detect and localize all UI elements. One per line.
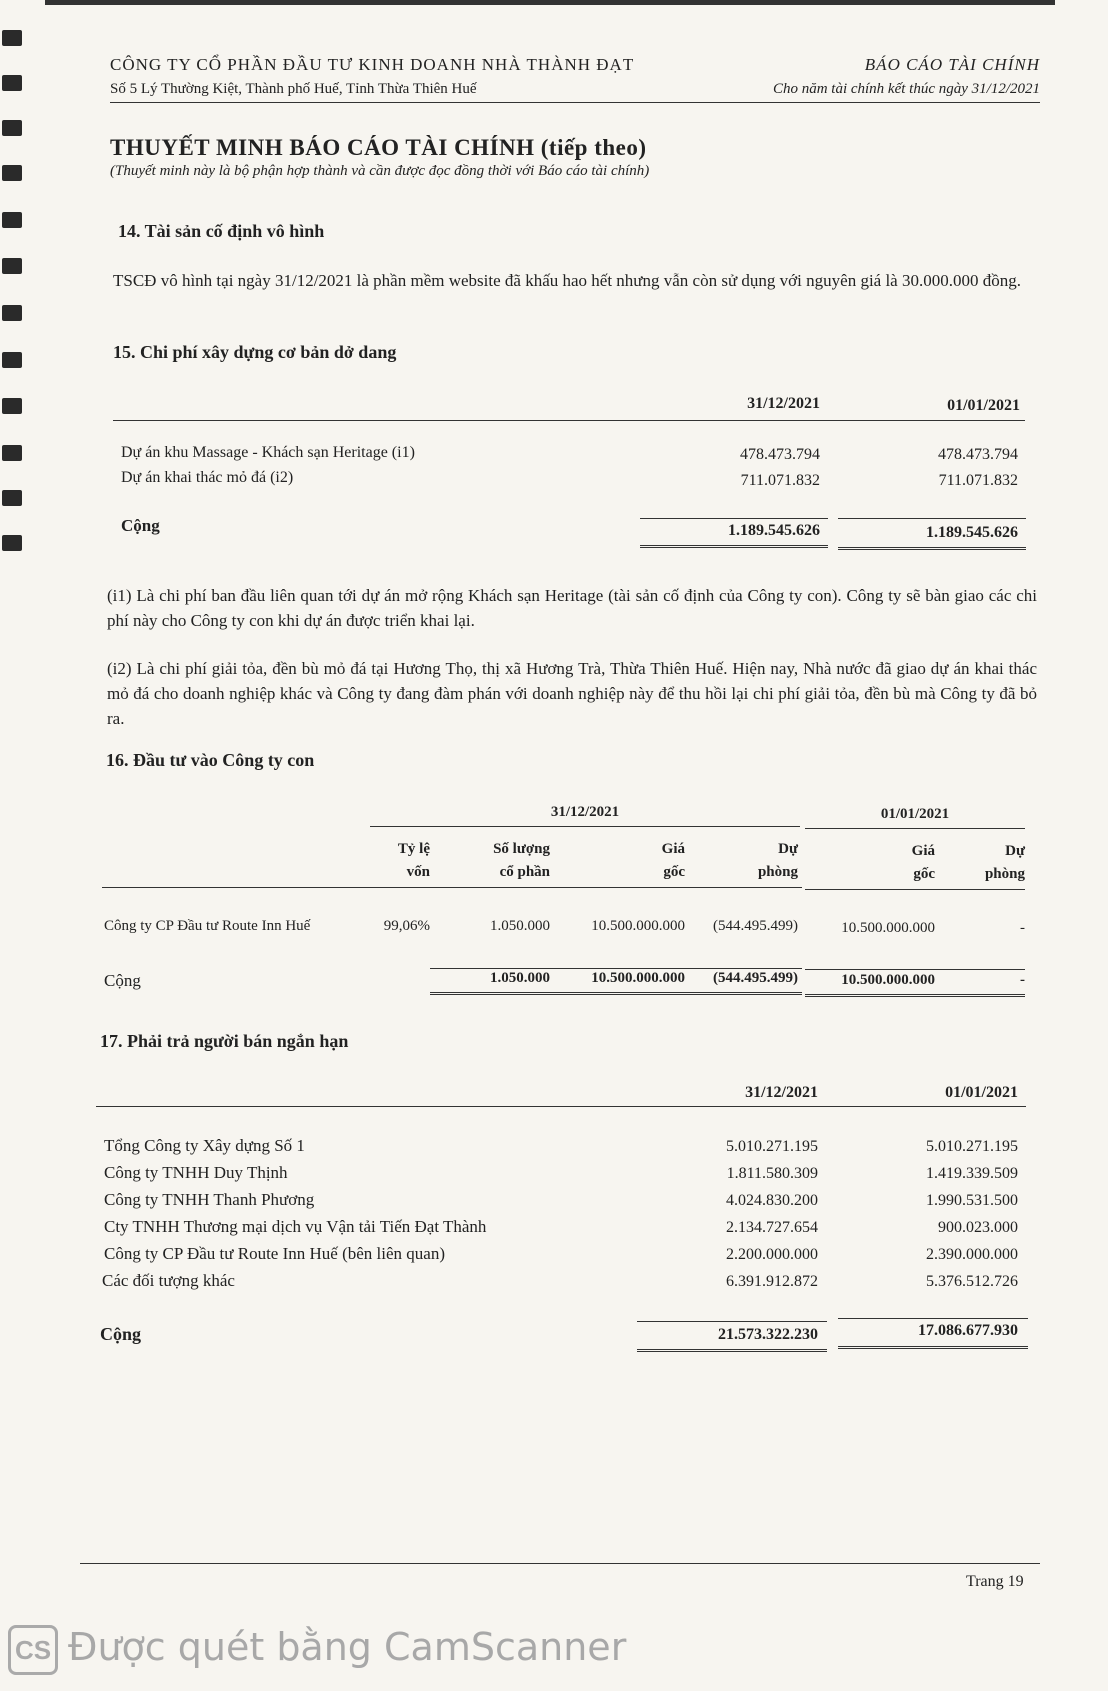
s17-row-4-label: Cty TNHH Thương mại dịch vụ Vận tải Tiến Đạt Thành	[104, 1217, 487, 1236]
footer-rule	[80, 1563, 1040, 1564]
section-15-heading: 15. Chi phí xây dựng cơ bản dở dang	[113, 342, 397, 362]
header-rule	[110, 102, 1040, 103]
s16-h-soluong-2: cổ phần	[499, 864, 550, 880]
s15-header-rule	[113, 420, 1025, 421]
s17-row-6-label: Các đối tượng khác	[102, 1271, 235, 1290]
s15-row-1-label: Dự án khu Massage - Khách sạn Heritage (i1)	[121, 444, 415, 461]
s17-header-rule	[96, 1106, 1026, 1107]
s16-h-duphong-1: Dự	[778, 841, 798, 857]
binding-holes	[0, 0, 26, 1691]
s16-header-rule-2	[805, 889, 1025, 890]
s16-h-giagoc2-1: Giá	[911, 843, 935, 859]
s16-h-duphong	[720, 838, 798, 884]
s16-h-duphong2-2: phòng	[984, 866, 1025, 882]
s16-h-giagoc2-2: gốc	[913, 866, 935, 882]
s16-row-giagoc: 10.500.000.000	[591, 918, 685, 934]
s16-row-tyle: 99,06%	[383, 918, 430, 934]
s16-row-label: Công ty CP Đầu tư Route Inn Huế	[104, 918, 311, 934]
s17-col1-header: 31/12/2021	[745, 1084, 818, 1101]
s15-total-label: Cộng	[121, 516, 160, 535]
s16-group1-header: 31/12/2021	[550, 804, 620, 820]
s17-total-rule-1	[637, 1321, 827, 1322]
s15-row-2-v2: 711.071.832	[938, 472, 1018, 489]
s15-total-double-1	[640, 545, 828, 548]
s17-row-5-label: Công ty CP Đầu tư Route Inn Huế (bên liên quan)	[104, 1244, 445, 1263]
s16-row-duphong: (544.495.499)	[713, 918, 798, 934]
s17-total-label: Cộng	[100, 1324, 142, 1344]
header-row-2	[110, 81, 1040, 98]
s17-total-double-1	[637, 1349, 827, 1352]
camscanner-logo-icon: CS	[8, 1625, 58, 1675]
s15-row-2-label: Dự án khai thác mỏ đá (i2)	[121, 469, 294, 486]
s16-group1-rule	[370, 826, 800, 827]
s17-row-6-v2: 5.376.512.726	[926, 1273, 1018, 1290]
s16-total-giagoc2: 10.500.000.000	[841, 972, 935, 988]
s16-group2-header: 01/01/2021	[880, 806, 950, 822]
s17-row-2-v2: 1.419.339.509	[926, 1165, 1018, 1182]
s17-row-4-v1: 2.134.727.654	[726, 1219, 818, 1236]
section-16-heading: 16. Đầu tư vào Công ty con	[106, 750, 315, 770]
s16-total-rule-2	[805, 969, 1025, 970]
s17-row-5-v2: 2.390.000.000	[926, 1246, 1018, 1263]
s16-total-label: Cộng	[104, 971, 141, 990]
s15-row-2-v1: 711.071.832	[740, 472, 820, 489]
s16-row-giagoc2: 10.500.000.000	[841, 920, 935, 936]
s16-h-duphong2-1: Dự	[1005, 843, 1025, 859]
s16-group2-rule	[805, 828, 1025, 829]
s15-col2-header: 01/01/2021	[947, 397, 1020, 414]
s17-total-1: 21.573.322.230	[718, 1326, 818, 1343]
s16-h-tyle-2: vốn	[406, 864, 430, 880]
s17-row-4-v2: 900.023.000	[938, 1219, 1018, 1236]
s16-h-giagoc2	[850, 840, 935, 886]
s15-note-2: (i2) Là chi phí giải tỏa, đền bù mỏ đá tại Hương Thọ, thị xã Hương Trà, Thừa Thiên Huế. Hiện nay, Nhà nước đã giao dự án khai thác mỏ đá cho doanh nghiệp khác và Công ty đang đàm phán với doanh nghiệp này để thu hồi lại chi phí giải tỏa, đền bù mà Công ty đã bỏ ra.	[107, 659, 1037, 728]
s15-col1-header: 31/12/2021	[747, 395, 820, 412]
company-address: Số 5 Lý Thường Kiệt, Thành phố Huế, Tỉnh Thừa Thiên Huế	[110, 81, 477, 97]
company-name: CÔNG TY CỔ PHẦN ĐẦU TƯ KINH DOANH NHÀ THÀNH ĐẠT	[110, 55, 635, 74]
top-edge	[45, 0, 1055, 5]
s17-row-1-label: Tổng Công ty Xây dựng Số 1	[104, 1136, 305, 1155]
page-title: THUYẾT MINH BÁO CÁO TÀI CHÍNH (tiếp theo)	[110, 135, 647, 160]
s17-total-rule-2	[838, 1318, 1028, 1319]
document-page	[110, 55, 1040, 180]
s16-total-double-2	[805, 994, 1025, 997]
s17-row-1-v2: 5.010.271.195	[926, 1138, 1018, 1155]
s16-total-duphong2: -	[1020, 972, 1025, 988]
report-name: BÁO CÁO TÀI CHÍNH	[864, 55, 1040, 74]
s15-total-double-2	[838, 547, 1026, 550]
section-17-heading: 17. Phải trả người bán ngắn hạn	[100, 1031, 349, 1051]
s17-total-double-2	[838, 1346, 1028, 1349]
s17-row-1-v1: 5.010.271.195	[726, 1138, 818, 1155]
s17-row-2-label: Công ty TNHH Duy Thịnh	[104, 1163, 288, 1182]
s16-h-duphong2	[955, 840, 1025, 886]
s16-row-duphong2: -	[1020, 920, 1025, 936]
s16-h-tyle-1: Tỷ lệ	[397, 841, 430, 857]
s15-note-1: (i1) Là chi phí ban đầu liên quan tới dự án mở rộng Khách sạn Heritage (tài sản cố định của Công ty con). Công ty sẽ bàn giao các chi phí này cho Công ty con khi dự án được triển khai lại.	[107, 586, 1037, 630]
s15-total-rule-2	[838, 518, 1026, 519]
s16-header-rule-1	[102, 887, 802, 888]
s17-row-6-v1: 6.391.912.872	[726, 1273, 818, 1290]
camscanner-watermark: Được quét bằng CamScanner	[68, 1625, 627, 1669]
s17-row-5-v1: 2.200.000.000	[726, 1246, 818, 1263]
s16-h-duphong-2: phòng	[757, 864, 798, 880]
s17-row-2-v1: 1.811.580.309	[726, 1165, 818, 1182]
s15-row-1-v2: 478.473.794	[938, 446, 1018, 463]
s16-total-giagoc: 10.500.000.000	[591, 970, 685, 986]
s16-h-giagoc	[600, 838, 685, 884]
s17-row-3-v2: 1.990.531.500	[926, 1192, 1018, 1209]
s16-total-soluong: 1.050.000	[490, 970, 550, 986]
report-period: Cho năm tài chính kết thúc ngày 31/12/2021	[772, 81, 1040, 97]
s15-total-2: 1.189.545.626	[926, 524, 1018, 541]
s16-total-rule-1	[430, 968, 802, 969]
s16-h-tyle	[355, 838, 430, 884]
s17-row-3-label: Công ty TNHH Thanh Phương	[104, 1190, 315, 1209]
s17-col2-header: 01/01/2021	[945, 1084, 1018, 1101]
s16-h-soluong-1: Số lượng	[493, 841, 550, 857]
s17-row-3-v1: 4.024.830.200	[726, 1192, 818, 1209]
page-number: Trang 19	[966, 1573, 1024, 1590]
s16-h-soluong	[460, 838, 550, 884]
header-row-1	[110, 55, 1040, 75]
s15-total-1: 1.189.545.626	[728, 522, 820, 539]
s16-total-duphong: (544.495.499)	[713, 970, 798, 986]
s16-row-soluong: 1.050.000	[490, 918, 550, 934]
s15-row-1-v1: 478.473.794	[740, 446, 820, 463]
s16-h-giagoc-2: gốc	[663, 864, 685, 880]
section-14-heading: 14. Tài sản cố định vô hình	[118, 221, 325, 241]
section-14-text: TSCĐ vô hình tại ngày 31/12/2021 là phần mềm website đã khấu hao hết nhưng vẫn còn sử dụng với nguyên giá là 30.000.000 đồng.	[113, 271, 1021, 290]
s15-total-rule-1	[640, 518, 828, 519]
s17-total-2: 17.086.677.930	[918, 1322, 1018, 1339]
s16-total-double-1	[430, 992, 802, 995]
page-subtitle: (Thuyết minh này là bộ phận hợp thành và cần được đọc đồng thời với Báo cáo tài chính)	[110, 163, 650, 179]
s16-h-giagoc-1: Giá	[661, 841, 685, 857]
